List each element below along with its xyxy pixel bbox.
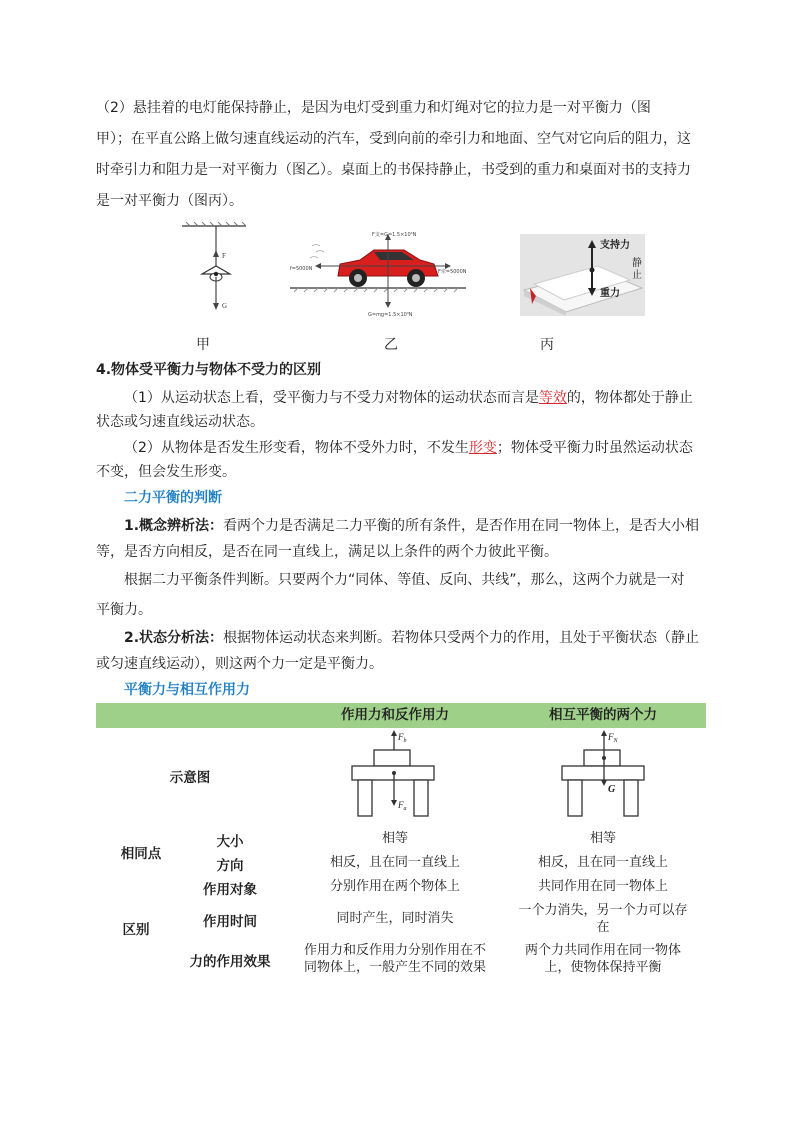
col-header-balanced-forces: 相互平衡的两个力	[549, 707, 657, 723]
section4-p1-line1: （1）从运动状态上看，受平衡力与不受力对物体的运动状态而言是等效的，物体都处于静止	[124, 390, 693, 406]
caption-bing: 丙	[540, 337, 554, 353]
row-label-diagram: 示意图	[169, 770, 211, 786]
book-side-label-2: 止	[632, 270, 642, 281]
judge-heading: 二力平衡的判断	[124, 490, 222, 506]
effect-balanced: 两个力共同作用在同一物体 上，使物体保持平衡	[524, 943, 681, 975]
para1-line2: 甲）；在平直公路上做匀速直线运动的汽车，受到向前的牵引力和地面、空气对它向后的阻力，这	[96, 131, 691, 147]
highlight-xingbian: 形变	[468, 440, 497, 456]
balanced-forces-diagram	[558, 728, 648, 820]
object-action-reaction: 分别作用在两个物体上	[329, 879, 460, 894]
para1-line4: 是一对平衡力（图丙）。	[96, 193, 243, 209]
svg-text:Fa	[397, 800, 407, 812]
car-left-label: f=5000N	[290, 266, 313, 272]
diag1-bottom-sub: a	[403, 806, 407, 812]
svg-text:FN	[607, 732, 619, 744]
row-label-direction: 方向	[216, 858, 244, 874]
para1-line1: （2）悬挂着的电灯能保持静止，是因为电灯受到重力和灯绳对它的拉力是一对平衡力（图	[96, 100, 651, 116]
judge-m1-line2: 等，是否方向相反，是否在同一直线上，满足以上条件的两个力彼此平衡。	[96, 544, 558, 560]
row-label-effect: 力的作用效果	[189, 954, 271, 970]
section4-p1-line2: 状态或匀速直线运动状态。	[96, 414, 264, 430]
judge-m2-line2: 或匀速直线运动），则这两个力一定是平衡力。	[96, 656, 383, 672]
lamp-figure	[180, 222, 250, 322]
highlight-dengxiao: 等效	[538, 390, 567, 406]
direction-balanced: 相反，且在同一直线上	[537, 855, 668, 870]
para1-line3: 时牵引力和阻力是一对平衡力（图乙）。桌面上的书保持静止，书受到的重力和桌面对书的支持力	[96, 162, 691, 178]
compare-heading: 平衡力与相互作用力	[124, 682, 250, 698]
svg-text:Fb	[397, 732, 407, 744]
section4-p2-line2: 不变，但会发生形变。	[96, 464, 236, 480]
diag2-bottom-label: G	[608, 784, 616, 795]
effect-action-reaction: 作用力和反作用力分别作用在不 同物体上，一般产生不同的效果	[303, 943, 486, 975]
judge-m1-line4: 平衡力。	[96, 602, 152, 618]
col-header-action-reaction: 作用力和反作用力	[341, 707, 449, 723]
judge-m1-line3: 根据二力平衡条件判断。只要两个力“同体、等值、反向、共线”，那么，这两个力就是一对	[124, 572, 685, 588]
row-label-size: 大小	[216, 834, 244, 850]
time-action-reaction: 同时产生，同时消失	[336, 911, 454, 926]
action-reaction-diagram	[348, 728, 438, 820]
diag2-top-sub: N	[613, 738, 618, 744]
book-bottom-label: 重力	[600, 288, 620, 299]
lamp-bottom-label: G	[222, 302, 228, 310]
diag1-top-sub: b	[403, 738, 407, 744]
book-top-label: 支持力	[600, 240, 630, 251]
diag1-top-label: F	[398, 732, 404, 742]
car-figure	[288, 226, 468, 318]
section4-p2-line1: （2）从物体是否发生形变看，物体不受外力时，不发生形变；物体受平衡力时虽然运动状态	[124, 440, 693, 456]
section4-title: 4.物体受平衡力与物体不受力的区别	[96, 362, 322, 378]
object-balanced: 共同作用在同一物体上	[537, 879, 668, 894]
caption-yi: 乙	[384, 337, 398, 353]
book-figure	[520, 234, 645, 316]
book-side-label-1: 静	[632, 258, 642, 269]
size-action-reaction: 相等	[381, 831, 408, 846]
car-bottom-label: G=mg=1.5×10⁴N	[368, 312, 413, 318]
caption-jia: 甲	[196, 337, 210, 353]
group-label-diff: 区别	[122, 922, 150, 938]
group-label-same: 相同点	[120, 846, 162, 862]
diag2-top-label: F	[608, 732, 614, 742]
time-balanced: 一个力消失，另一个力可以存 在	[518, 903, 688, 935]
direction-action-reaction: 相反，且在同一直线上	[329, 855, 460, 870]
row-label-time: 作用时间	[203, 914, 257, 930]
car-right-label: F牵=5000N	[438, 269, 467, 275]
car-top-label: F支=G=1.5×10⁴N	[372, 232, 417, 238]
lamp-top-label: F	[222, 252, 226, 260]
diag1-bottom-label: F	[398, 800, 404, 810]
row-label-object: 作用对象	[203, 882, 257, 898]
judge-m2-line1: 2.状态分析法：根据物体运动状态来判断。若物体只受两个力的作用，且处于平衡状态（静止	[124, 630, 700, 646]
size-balanced: 相等	[589, 831, 616, 846]
judge-m1-line1: 1.概念辨析法：看两个力是否满足二力平衡的所有条件，是否作用在同一物体上，是否大小相	[124, 518, 700, 534]
